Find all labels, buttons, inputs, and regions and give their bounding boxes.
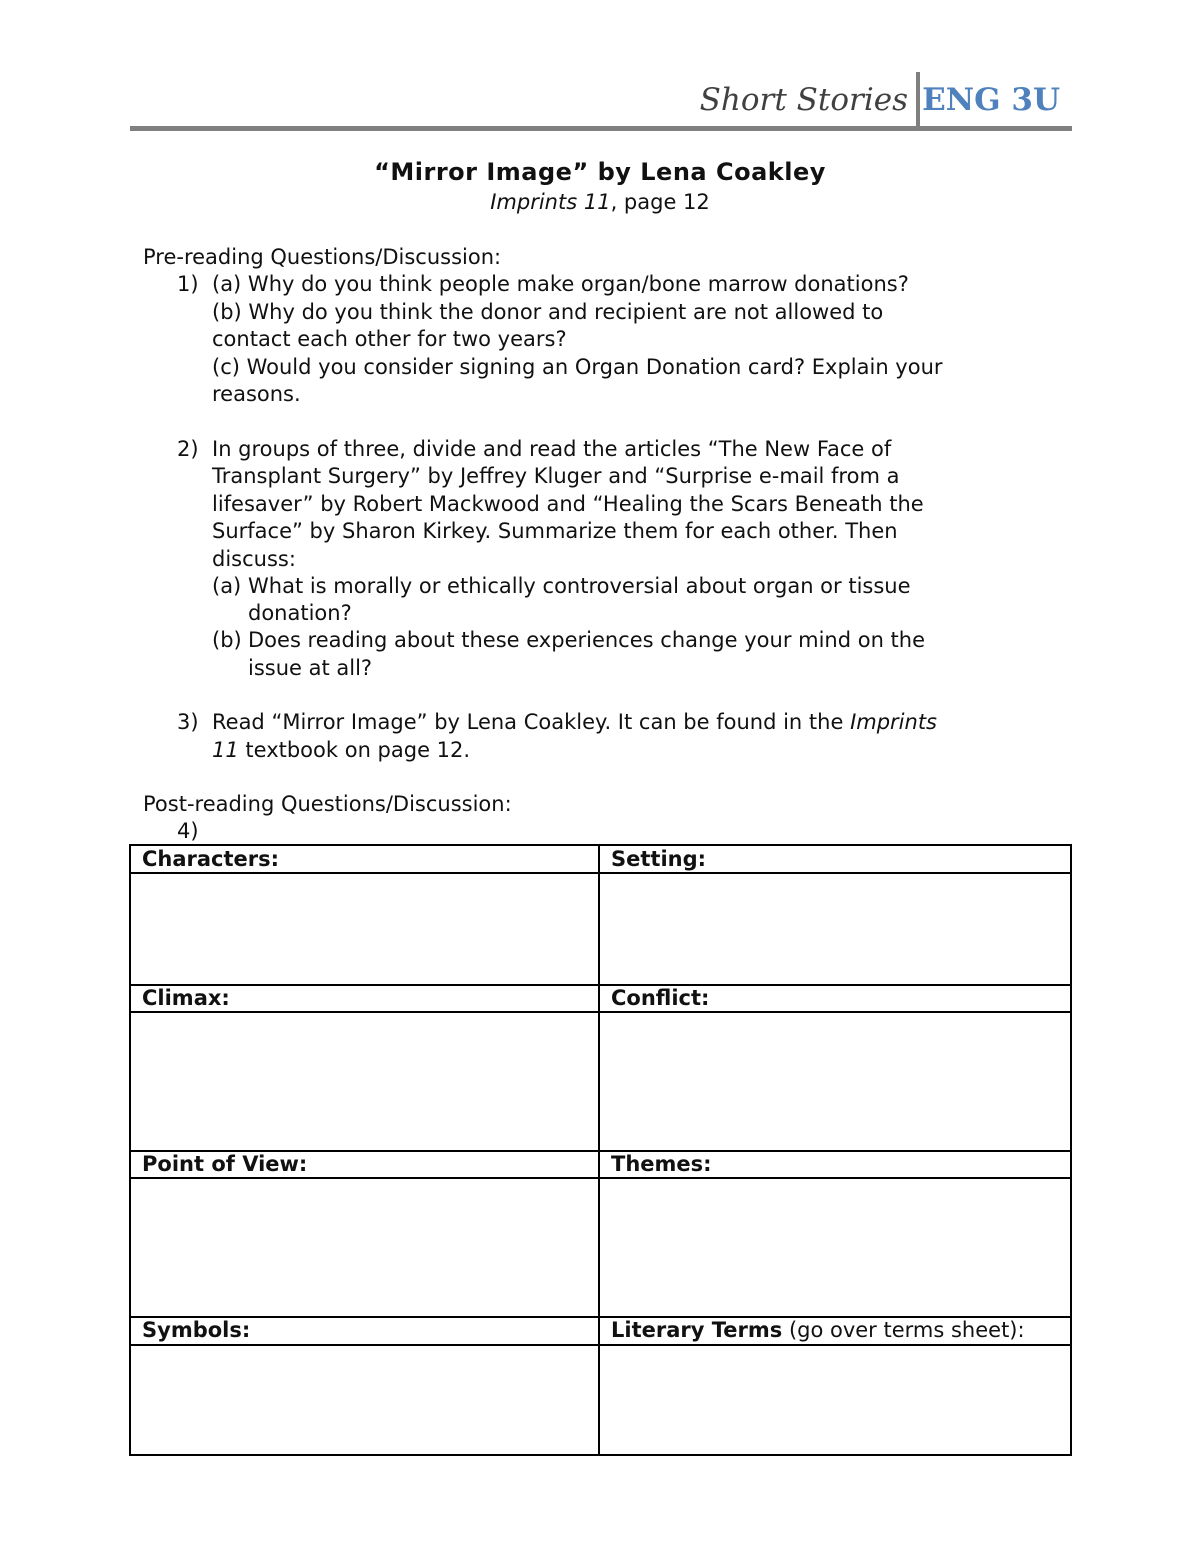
setting-label: Setting: (611, 847, 707, 871)
question-2b-line: issue at all? (248, 656, 373, 680)
question-2-line: Transplant Surgery” by Jeffrey Kluger and “Surprise e-mail from a (212, 464, 900, 488)
question-2-line: discuss: (212, 547, 296, 571)
header-separator (916, 72, 920, 128)
pre-reading-heading: Pre-reading Questions/Discussion: (143, 245, 502, 269)
question-3-line (212, 709, 937, 736)
document-source (0, 190, 1200, 214)
themes-answer-area[interactable] (600, 1179, 1070, 1316)
question-3-text: Read “Mirror Image” by Lena Coakley. It can be found in the (212, 710, 851, 734)
climax-label: Climax: (142, 986, 230, 1010)
header-course-code: ENG 3U (922, 82, 1060, 118)
question-2-number: 2) (177, 437, 199, 461)
symbols-answer-area[interactable] (131, 1346, 598, 1454)
question-2-line: In groups of three, divide and read the articles “The New Face of (212, 437, 892, 461)
question-3-book: Imprints (850, 710, 937, 734)
question-3-number: 3) (177, 710, 199, 734)
question-1-line: (c) Would you consider signing an Organ Donation card? Explain your (212, 355, 943, 379)
point-of-view-answer-area[interactable] (131, 1179, 598, 1316)
header-unit-title: Short Stories (699, 82, 908, 118)
source-book: Imprints 11 (490, 190, 611, 214)
literary-terms-label (611, 1317, 1025, 1344)
literary-terms-note: (go over terms sheet): (782, 1318, 1025, 1342)
question-2a-line: What is morally or ethically controversial about organ or tissue (248, 574, 911, 598)
question-1-line: reasons. (212, 382, 301, 406)
question-2-line: lifesaver” by Robert Mackwood and “Healing the Scars Beneath the (212, 492, 924, 516)
characters-label: Characters: (142, 847, 280, 871)
question-2b-marker: (b) (212, 628, 242, 652)
page-header (130, 72, 1072, 130)
climax-answer-area[interactable] (131, 1013, 598, 1150)
question-1-number: 1) (177, 272, 199, 296)
question-2-line: Surface” by Sharon Kirkey. Summarize them for each other. Then (212, 519, 898, 543)
question-1-line: contact each other for two years? (212, 327, 567, 351)
question-2a-line: donation? (248, 601, 352, 625)
question-3-line (212, 737, 470, 764)
document-title: “Mirror Image” by Lena Coakley (374, 158, 826, 186)
characters-answer-area[interactable] (131, 874, 598, 984)
setting-answer-area[interactable] (600, 874, 1070, 984)
question-3-book-number: 11 (212, 738, 239, 762)
conflict-label: Conflict: (611, 986, 710, 1010)
question-2a-marker: (a) (212, 574, 242, 598)
source-page: , page 12 (610, 190, 710, 214)
question-3-text: textbook on page 12. (238, 738, 471, 762)
post-reading-heading: Post-reading Questions/Discussion: (143, 792, 512, 816)
question-1-line: (b) Why do you think the donor and recipient are not allowed to (212, 300, 884, 324)
table-rule (129, 984, 1072, 986)
question-1-line: (a) Why do you think people make organ/bone marrow donations? (212, 272, 909, 296)
point-of-view-label: Point of View: (142, 1152, 308, 1176)
question-4-number: 4) (177, 819, 199, 843)
literary-terms-title: Literary Terms (611, 1318, 783, 1342)
literary-terms-answer-area[interactable] (600, 1346, 1070, 1454)
themes-label: Themes: (611, 1152, 712, 1176)
conflict-answer-area[interactable] (600, 1013, 1070, 1150)
header-rule (130, 126, 1072, 131)
question-2b-line: Does reading about these experiences change your mind on the (248, 628, 926, 652)
symbols-label: Symbols: (142, 1318, 251, 1342)
